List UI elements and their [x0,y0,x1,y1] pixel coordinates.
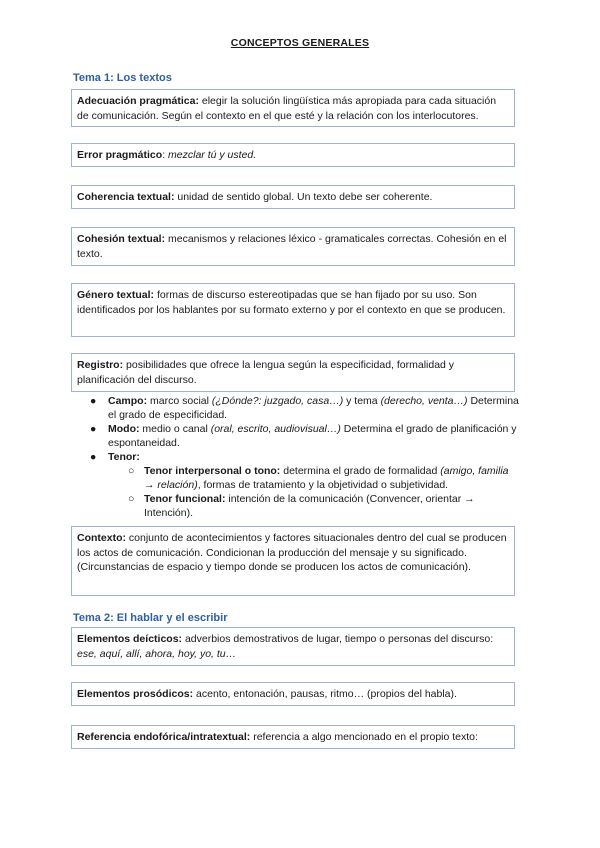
concept-definition: adverbios demostrativos de lugar, tiempo o personas del discurso: [182,633,494,645]
concept-term: Contexto: [77,532,126,544]
concept-box-genero [71,283,515,337]
concept-definition: elegir la solución lingüística más apropiada para cada situación de comunicación. Según el contexto en el que esté y la relación con los interlocutores. [77,95,497,122]
concept-term: Elementos prosódicos: [77,688,194,700]
concept-definition: mecanismos y relaciones léxico - gramaticales correctas. Cohesión en el texto. [77,233,507,260]
concept-separator: : [162,149,169,161]
concept-term: Género textual: [77,289,155,301]
concept-term: Registro: [77,359,124,371]
concept-box-prosodicos [71,682,515,706]
concept-box-referencia [71,725,515,749]
concept-term: Coherencia textual: [77,191,175,203]
concept-box-coherencia [71,185,515,209]
bullet-icon: ● [90,451,97,463]
section-heading-tema-2: Tema 2: El hablar y el escribir [73,612,228,624]
page-title: CONCEPTOS GENERALES [230,37,370,49]
concept-box-deicticos [71,627,515,666]
list-item-tenor-interpersonal: ○ Tenor interpersonal o tono: determina el grado de formalidad (amigo, familia → relación), formas de tratamiento y la objetividad o subjetividad. [128,465,509,491]
concept-box-registro [71,353,515,392]
concept-term: Elementos deícticos: [77,633,183,645]
concept-example: ese, aquí, allí, ahora, hoy, yo, tu… [77,647,237,660]
concept-box-error-pragmatico [71,143,515,167]
concept-definition: posibilidades que ofrece la lengua según la especificidad, formalidad y planificación del discurso. [77,359,455,386]
concept-term: Adecuación pragmática: [77,95,199,107]
concept-term: Cohesión textual: [77,233,166,245]
concept-definition: acento, entonación, pausas, ritmo… (propios del habla). [193,688,457,700]
registro-list [71,394,521,520]
concept-box-contexto [71,526,515,596]
concept-term: Referencia endofórica/intratextual: [77,731,251,743]
section-heading-tema-1: Tema 1: Los textos [73,72,172,84]
concept-box-cohesion [71,227,515,266]
list-item-tenor: ● Tenor: [90,451,140,463]
bullet-icon: ● [90,395,97,407]
list-item-tenor-funcional: ○ Tenor funcional: intención de la comunicación (Convencer, orientar → Intención). [128,493,475,519]
concept-definition: formas de discurso estereotipadas que se han fijado por su uso. Son identificados por los hablantes por su formato externo y por el contexto en que se producen. [77,289,506,316]
concept-term: Error pragmático [77,149,163,161]
list-item-modo: ● Modo: medio o canal (oral, escrito, audiovisual…) Determina el grado de planificación y espontaneidad. [90,423,517,449]
concept-definition: conjunto de acontecimientos y factores situacionales dentro del cual se producen los actos de comunicación. Condicionan la producción del mensaje y su significado. (Circunstancias de espacio y tiempo donde se producen los actos de comunicación). [77,532,507,573]
concept-box-adecuacion [71,89,515,127]
concept-definition: referencia a algo mencionado en el propio texto: [250,731,478,743]
hollow-bullet-icon: ○ [128,465,135,477]
list-item-campo: ● Campo: marco social (¿Dónde?: juzgado, casa…) y tema (derecho, venta…) Determina el grado de especificidad. [90,395,519,421]
concept-definition: unidad de sentido global. Un texto debe ser coherente. [174,191,433,203]
bullet-icon: ● [90,423,97,435]
concept-example: mezclar tú y usted. [168,149,257,161]
hollow-bullet-icon: ○ [128,493,135,505]
